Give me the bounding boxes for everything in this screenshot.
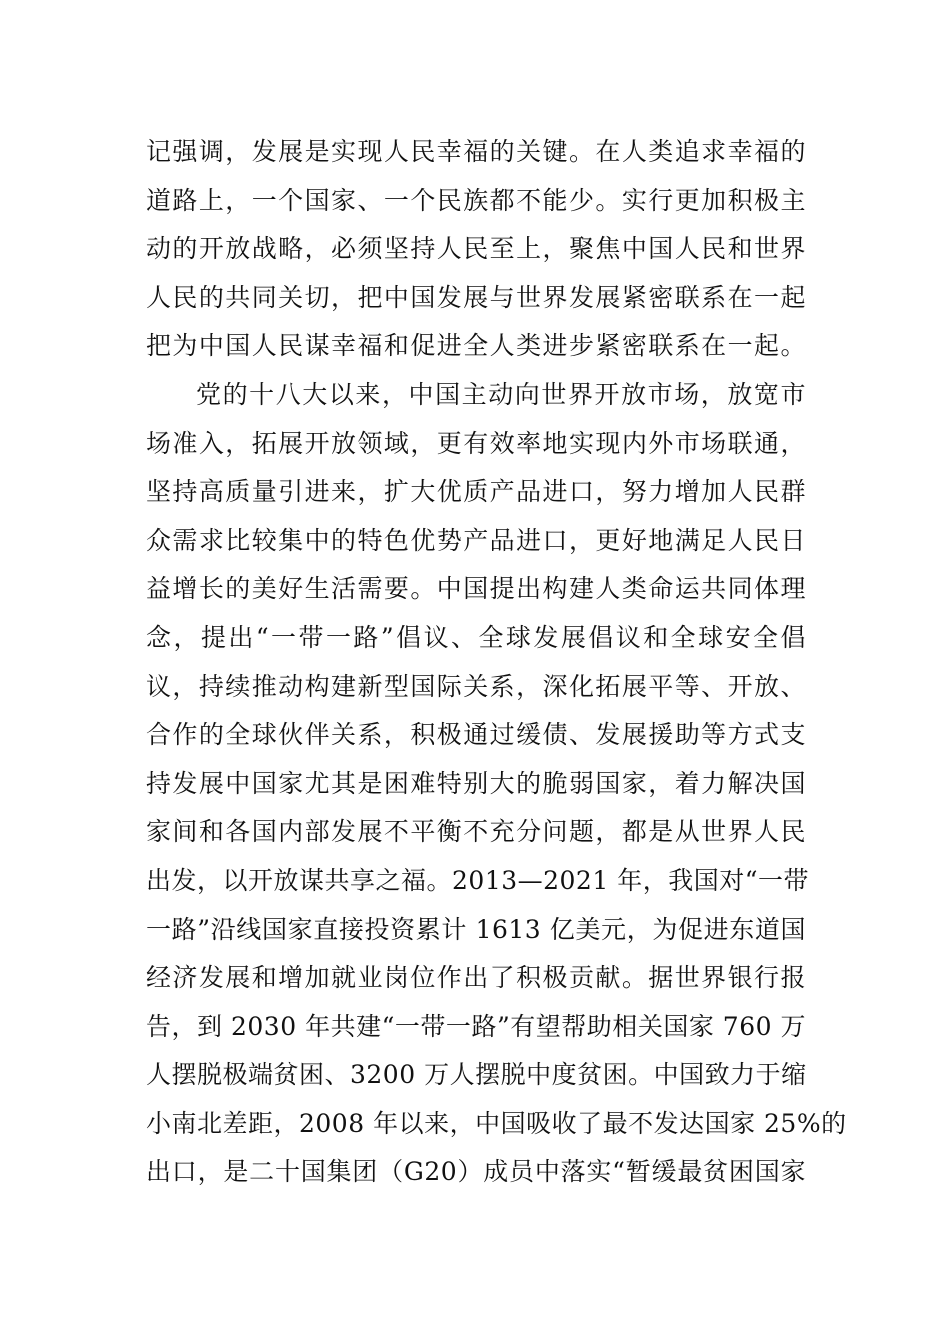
text-line-15: 家间和各国内部发展不平衡不充分问题，都是从世界人民 [146, 817, 806, 847]
text-line-4: 人民的共同关切，把中国发展与世界发展紧密联系在一起 [146, 282, 806, 312]
text-line-2: 道路上，一个国家、一个民族都不能少。实行更加积极主 [146, 185, 806, 215]
text-line-10: 益增长的美好生活需要。中国提出构建人类命运共同体理 [146, 574, 806, 604]
text-line-9: 众需求比较集中的特色优势产品进口，更好地满足人民日 [146, 525, 806, 555]
text-line-21: 小南北差距，2008 年以来，中国吸收了最不发达国家 25%的 [146, 1108, 847, 1138]
text-line-14: 持发展中国家尤其是困难特别大的脆弱国家，着力解决国 [146, 768, 806, 798]
text-line-11: 念，提出“一带一路”倡议、全球发展倡议和全球安全倡 [146, 622, 806, 652]
paragraph-start-line: 党的十八大以来，中国主动向世界开放市场，放宽市 [196, 379, 806, 409]
text-line-16: 出发，以开放谋共享之福。2013—2021 年，我国对“一带 [146, 865, 809, 895]
text-line-13: 合作的全球伙伴关系，积极通过缓债、发展援助等方式支 [146, 720, 806, 750]
text-line-8: 坚持高质量引进来，扩大优质产品进口，努力增加人民群 [146, 477, 806, 507]
text-line-18: 经济发展和增加就业岗位作出了积极贡献。据世界银行报 [146, 963, 806, 993]
text-line-12: 议，持续推动构建新型国际关系，深化拓展平等、开放、 [146, 671, 806, 701]
text-line-3: 动的开放战略，必须坚持人民至上，聚焦中国人民和世界 [146, 234, 806, 264]
text-line-19: 告，到 2030 年共建“一带一路”有望帮助相关国家 760 万 [146, 1011, 806, 1041]
text-line-5: 把为中国人民谋幸福和促进全人类进步紧密联系在一起。 [146, 331, 806, 361]
text-line-17: 一路”沿线国家直接投资累计 1613 亿美元，为促进东道国 [146, 914, 806, 944]
text-line-7: 场准入，拓展开放领域，更有效率地实现内外市场联通， [146, 428, 806, 458]
text-line-1: 记强调，发展是实现人民幸福的关键。在人类追求幸福的 [146, 137, 806, 166]
body-text [146, 128, 847, 1197]
text-line-20: 人摆脱极端贫困、3200 万人摆脱中度贫困。中国致力于缩 [146, 1060, 807, 1090]
text-line-22: 出口，是二十国集团（G20）成员中落实“暂缓最贫困国家 [146, 1157, 806, 1187]
